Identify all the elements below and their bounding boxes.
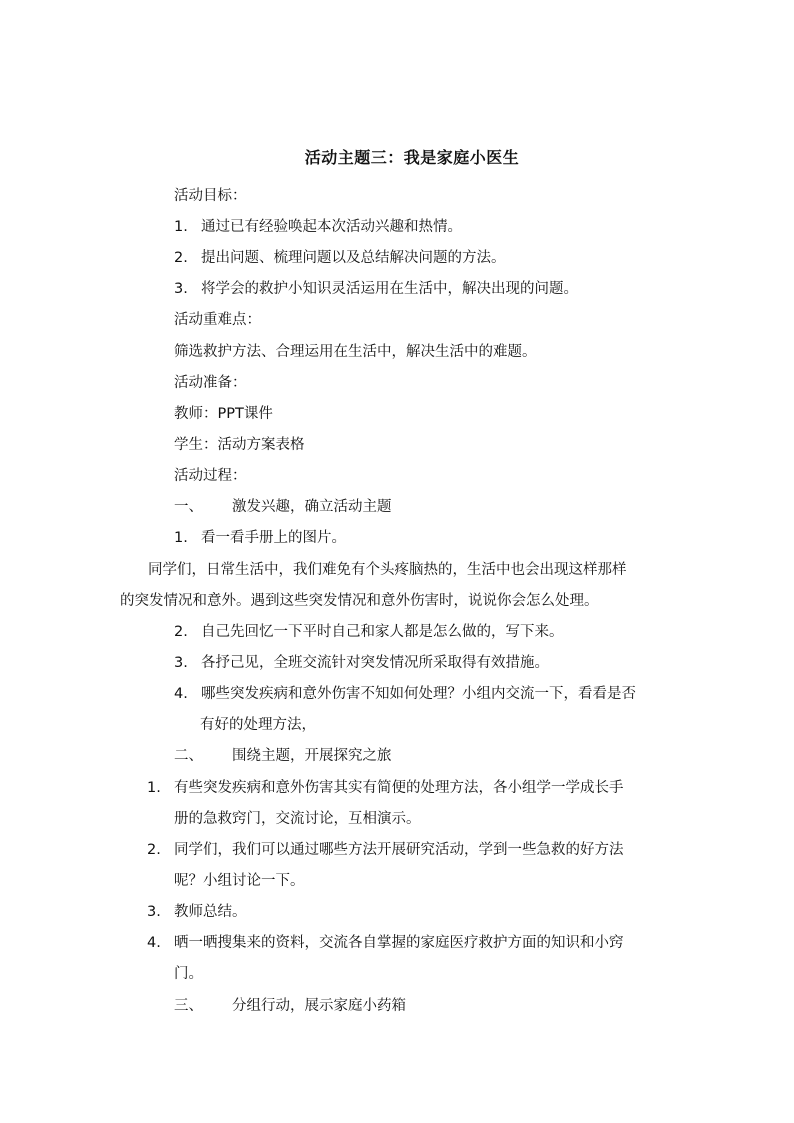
list-text: 教师总结。 — [174, 904, 247, 920]
preparation-student: 学生：活动方案表格 — [174, 437, 305, 453]
paragraph-line: 同学们，日常生活中，我们难免有个头疼脑热的，生活中也会出现这样那样 — [148, 562, 627, 578]
objective-item — [174, 247, 506, 269]
objective-item — [174, 278, 578, 300]
list-text: 哪些突发疾病和意外伤害不知如何处理？小组内交流一下，看看是否 — [201, 686, 636, 702]
list-item — [147, 777, 624, 799]
key-points-heading: 活动重难点： — [174, 312, 261, 328]
objective-item — [174, 216, 462, 238]
list-text: 提出问题、梳理问题以及总结解决问题的方法。 — [201, 250, 506, 266]
section-number: 一、 — [174, 499, 203, 515]
list-item — [174, 527, 346, 549]
list-text: 各抒己见，全班交流针对突发情况所采取得有效措施。 — [201, 655, 549, 671]
list-number: 1. — [147, 780, 161, 796]
list-number: 4. — [147, 935, 161, 951]
list-text-continued: 有好的处理方法， — [200, 717, 316, 733]
list-text: 看一看手册上的图片。 — [201, 530, 346, 546]
objectives-heading: 活动目标： — [174, 188, 247, 204]
list-item — [174, 652, 549, 674]
list-number: 4. — [174, 686, 188, 702]
list-text-continued: 门。 — [174, 966, 203, 982]
list-number: 1. — [174, 219, 188, 235]
section-heading — [174, 496, 392, 518]
list-text: 有些突发疾病和意外伤害其实有简便的处理方法，各小组学一学成长手 — [174, 780, 624, 796]
list-item — [147, 932, 624, 954]
list-text: 自己先回忆一下平时自己和家人都是怎么做的，写下来。 — [201, 624, 564, 640]
list-text: 晒一晒搜集来的资料，交流各自掌握的家庭医疗救护方面的知识和小窍 — [174, 935, 624, 951]
list-text: 通过已有经验唤起本次活动兴趣和热情。 — [201, 219, 462, 235]
section-title: 激发兴趣，确立活动主题 — [232, 499, 392, 515]
section-heading — [174, 995, 406, 1017]
key-points-text: 筛选救护方法、合理运用在生活中，解决生活中的难题。 — [174, 344, 537, 360]
list-number: 1. — [174, 530, 188, 546]
list-item — [174, 683, 636, 705]
list-text-continued: 册的急救窍门，交流讨论，互相演示。 — [174, 811, 421, 827]
process-heading: 活动过程： — [174, 468, 247, 484]
paragraph-line: 的突发情况和意外。遇到这些突发情况和意外伤害时，说说你会怎么处理。 — [120, 593, 599, 609]
list-item — [147, 839, 624, 861]
list-number: 3. — [147, 904, 161, 920]
preparation-heading: 活动准备： — [174, 375, 247, 391]
preparation-teacher: 教师：PPT课件 — [174, 406, 273, 422]
section-title: 分组行动，展示家庭小药箱 — [232, 998, 406, 1014]
list-item — [147, 901, 247, 923]
list-number: 3. — [174, 281, 188, 297]
section-heading — [174, 745, 392, 767]
list-text: 同学们，我们可以通过哪些方法开展研究活动，学到一些急救的好方法 — [174, 842, 624, 858]
list-number: 2. — [174, 250, 188, 266]
section-number: 三、 — [174, 998, 203, 1014]
page-title: 活动主题三：我是家庭小医生 — [304, 148, 520, 167]
list-text-continued: 呢？小组讨论一下。 — [174, 873, 305, 889]
list-text: 将学会的救护小知识灵活运用在生活中，解决出现的问题。 — [201, 281, 578, 297]
section-title: 围绕主题，开展探究之旅 — [232, 748, 392, 764]
list-item — [174, 621, 564, 643]
section-number: 二、 — [174, 748, 203, 764]
list-number: 3. — [174, 655, 188, 671]
list-number: 2. — [147, 842, 161, 858]
list-number: 2. — [174, 624, 188, 640]
